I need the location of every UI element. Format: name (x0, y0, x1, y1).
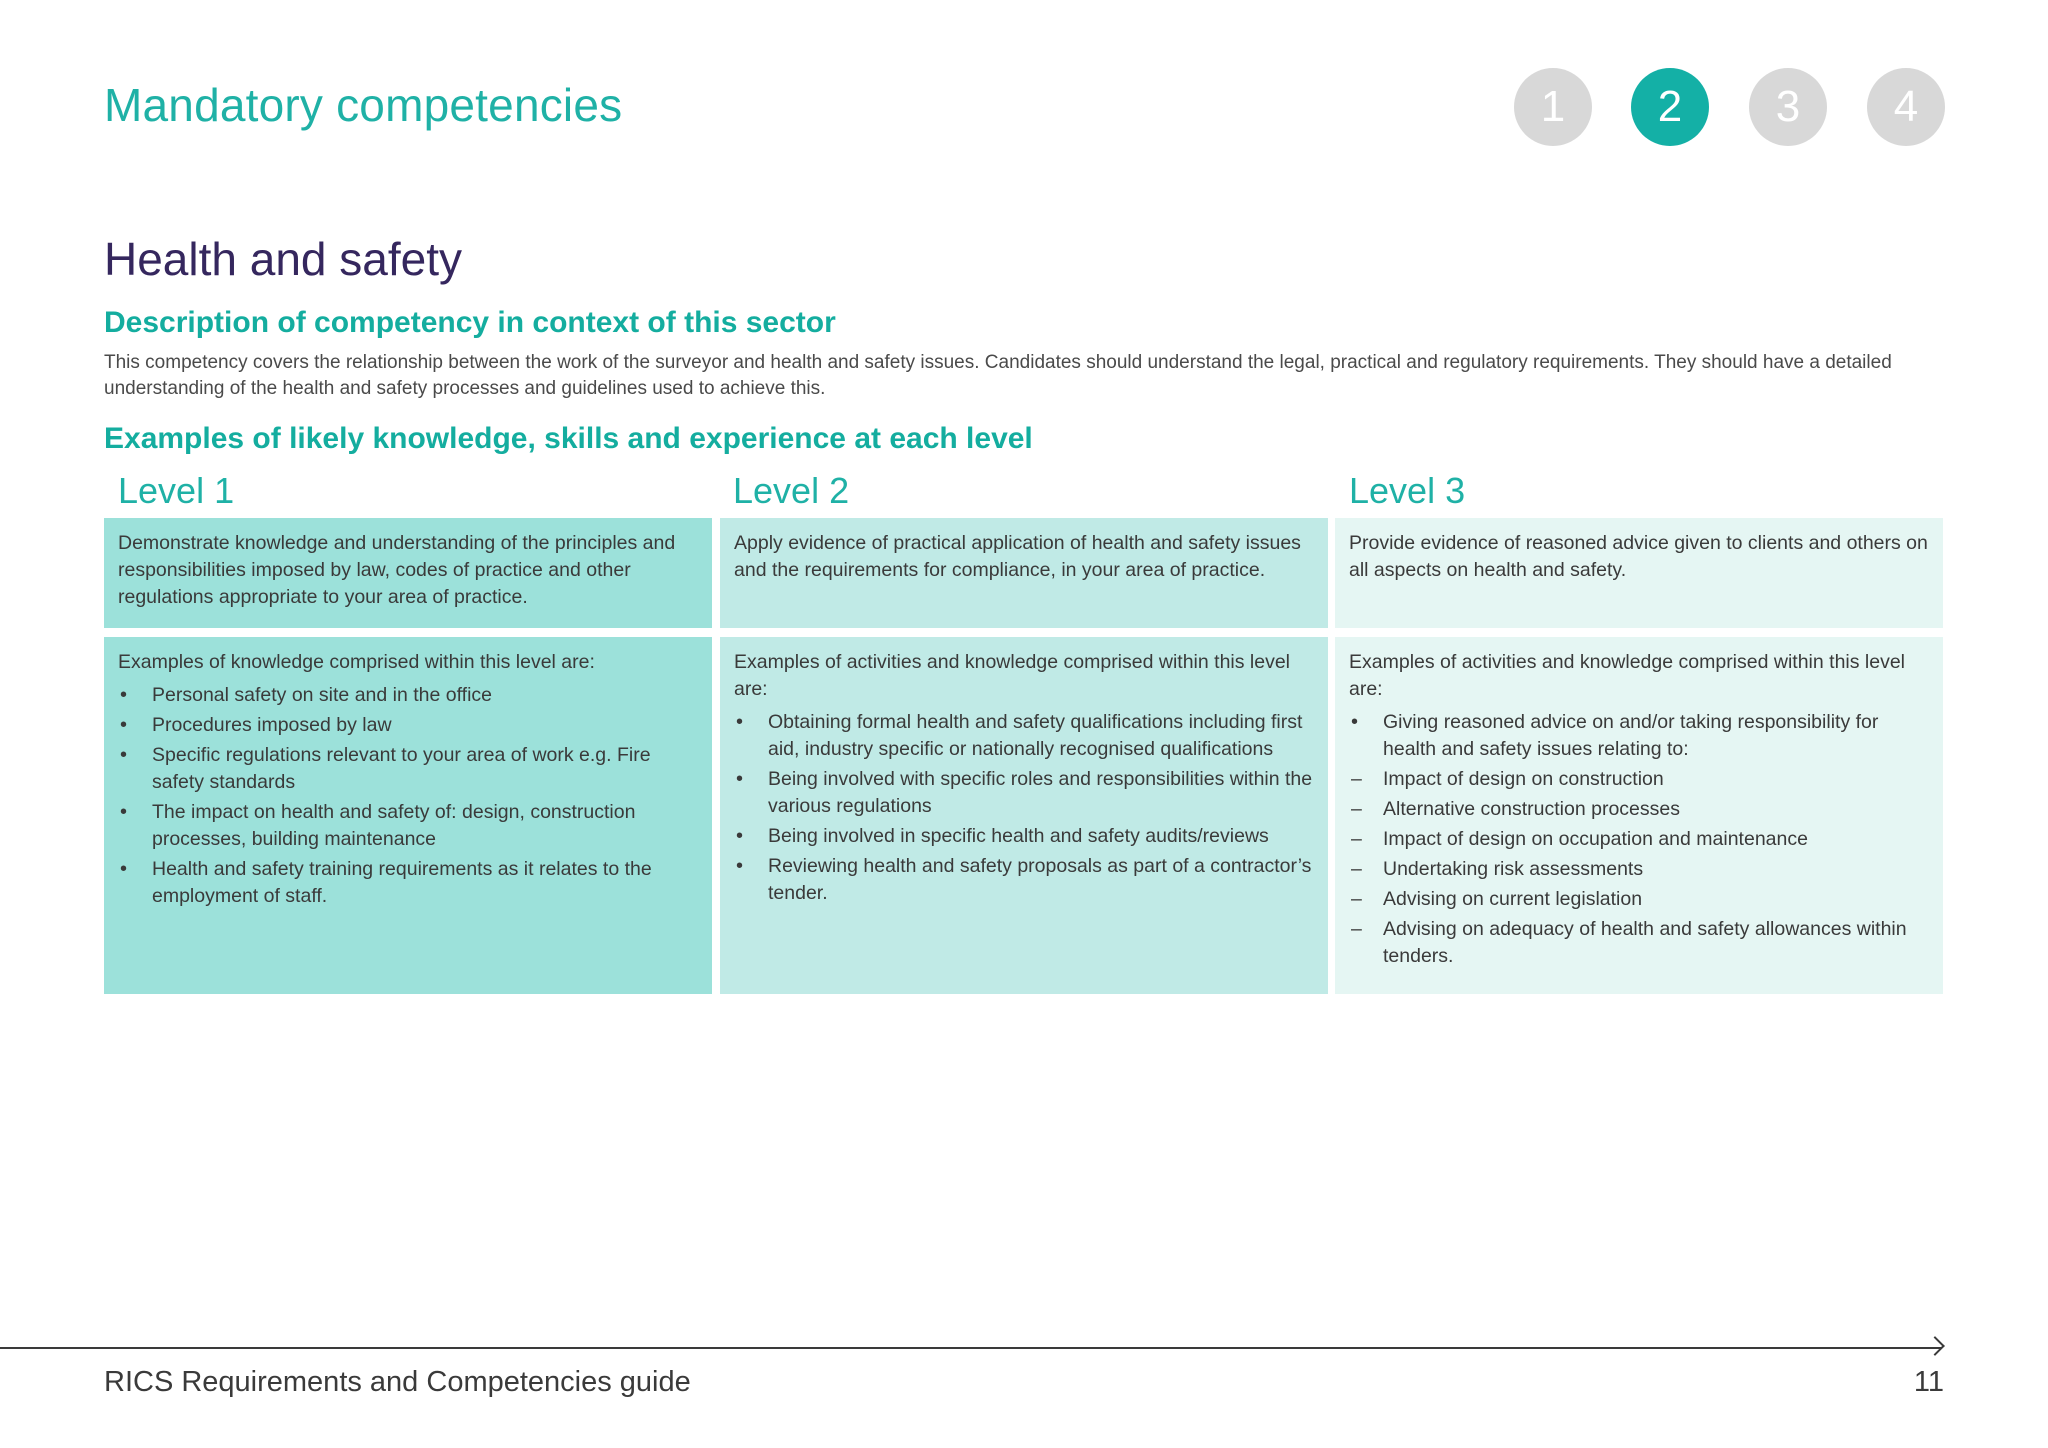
list-item: • Procedures imposed by law (118, 712, 698, 739)
sub-list-item: – Alternative construction processes (1349, 796, 1929, 823)
list-item: • Reviewing health and safety proposals as part of a contractor’s tender. (734, 853, 1314, 907)
list-item: • Health and safety training requirements as it relates to the employment of staff. (118, 856, 698, 910)
level-3-sublist (1349, 766, 1929, 970)
list-item: • Being involved in specific health and safety audits/reviews (734, 823, 1314, 850)
sub-list-item: – Advising on current legislation (1349, 886, 1929, 913)
step-3[interactable]: 3 (1749, 68, 1827, 146)
list-item: • Obtaining formal health and safety qualifications including first aid, industry specific or nationally recognised qualifications (734, 709, 1314, 763)
level-3-title: Level 3 (1349, 470, 1466, 511)
level-2-examples (720, 637, 1328, 994)
sub-list-item: – Impact of design on occupation and maintenance (1349, 826, 1929, 853)
footer-divider (0, 1347, 1942, 1349)
list-item: • The impact on health and safety of: design, construction processes, building maintenance (118, 799, 698, 853)
list-item: • Personal safety on site and in the office (118, 682, 698, 709)
step-4[interactable]: 4 (1867, 68, 1945, 146)
level-3-examples (1335, 637, 1943, 994)
level-1-summary: Demonstrate knowledge and understanding of the principles and responsibilities imposed by law, codes of practice and other regulations appropriate to your area of practice. (104, 518, 712, 628)
level-1-examples (104, 637, 712, 994)
description-text: This competency covers the relationship between the work of the surveyor and health and safety issues. Candidates should understand the legal, practical and regulatory requirements. They should have a detailed understanding of the health and safety processes and guidelines used to achieve this. (104, 352, 1892, 399)
level-1-list (118, 682, 698, 910)
level-1-intro: Examples of knowledge comprised within this level are: (118, 651, 595, 673)
level-3-list (1349, 709, 1929, 970)
step-2-active[interactable]: 2 (1631, 68, 1709, 146)
level-2-intro: Examples of activities and knowledge comprised within this level are: (734, 651, 1291, 700)
footer-title: RICS Requirements and Competencies guide (104, 1366, 691, 1398)
list-item (1349, 709, 1929, 970)
step-1[interactable]: 1 (1514, 68, 1592, 146)
level-3-intro: Examples of activities and knowledge comprised within this level are: (1349, 651, 1906, 700)
step-navigation (1514, 68, 1948, 148)
sub-list-item: – Impact of design on construction (1349, 766, 1929, 793)
description-heading: Description of competency in context of this sector (104, 306, 836, 339)
page-heading: Health and safety (104, 233, 463, 285)
sub-list-item: – Advising on adequacy of health and safety allowances within tenders. (1349, 916, 1929, 970)
arrow-right-icon (1925, 1336, 1945, 1356)
level-1-title: Level 1 (118, 470, 235, 511)
examples-heading: Examples of likely knowledge, skills and experience at each level (104, 422, 1033, 455)
level-2-list (734, 709, 1314, 907)
section-title: Mandatory competencies (104, 79, 623, 131)
level-2-summary: Apply evidence of practical application of health and safety issues and the requirements for compliance, in your area of practice. (720, 518, 1328, 628)
level-3-summary: Provide evidence of reasoned advice given to clients and others on all aspects on health and safety. (1335, 518, 1943, 628)
sub-list-item: – Undertaking risk assessments (1349, 856, 1929, 883)
page-number: 11 (1913, 1366, 1944, 1398)
list-item: • Specific regulations relevant to your area of work e.g. Fire safety standards (118, 742, 698, 796)
list-item: • Being involved with specific roles and responsibilities within the various regulations (734, 766, 1314, 820)
list-item-text: Giving reasoned advice on and/or taking responsibility for health and safety issues relating to: (1383, 711, 1879, 760)
level-2-title: Level 2 (733, 470, 850, 511)
